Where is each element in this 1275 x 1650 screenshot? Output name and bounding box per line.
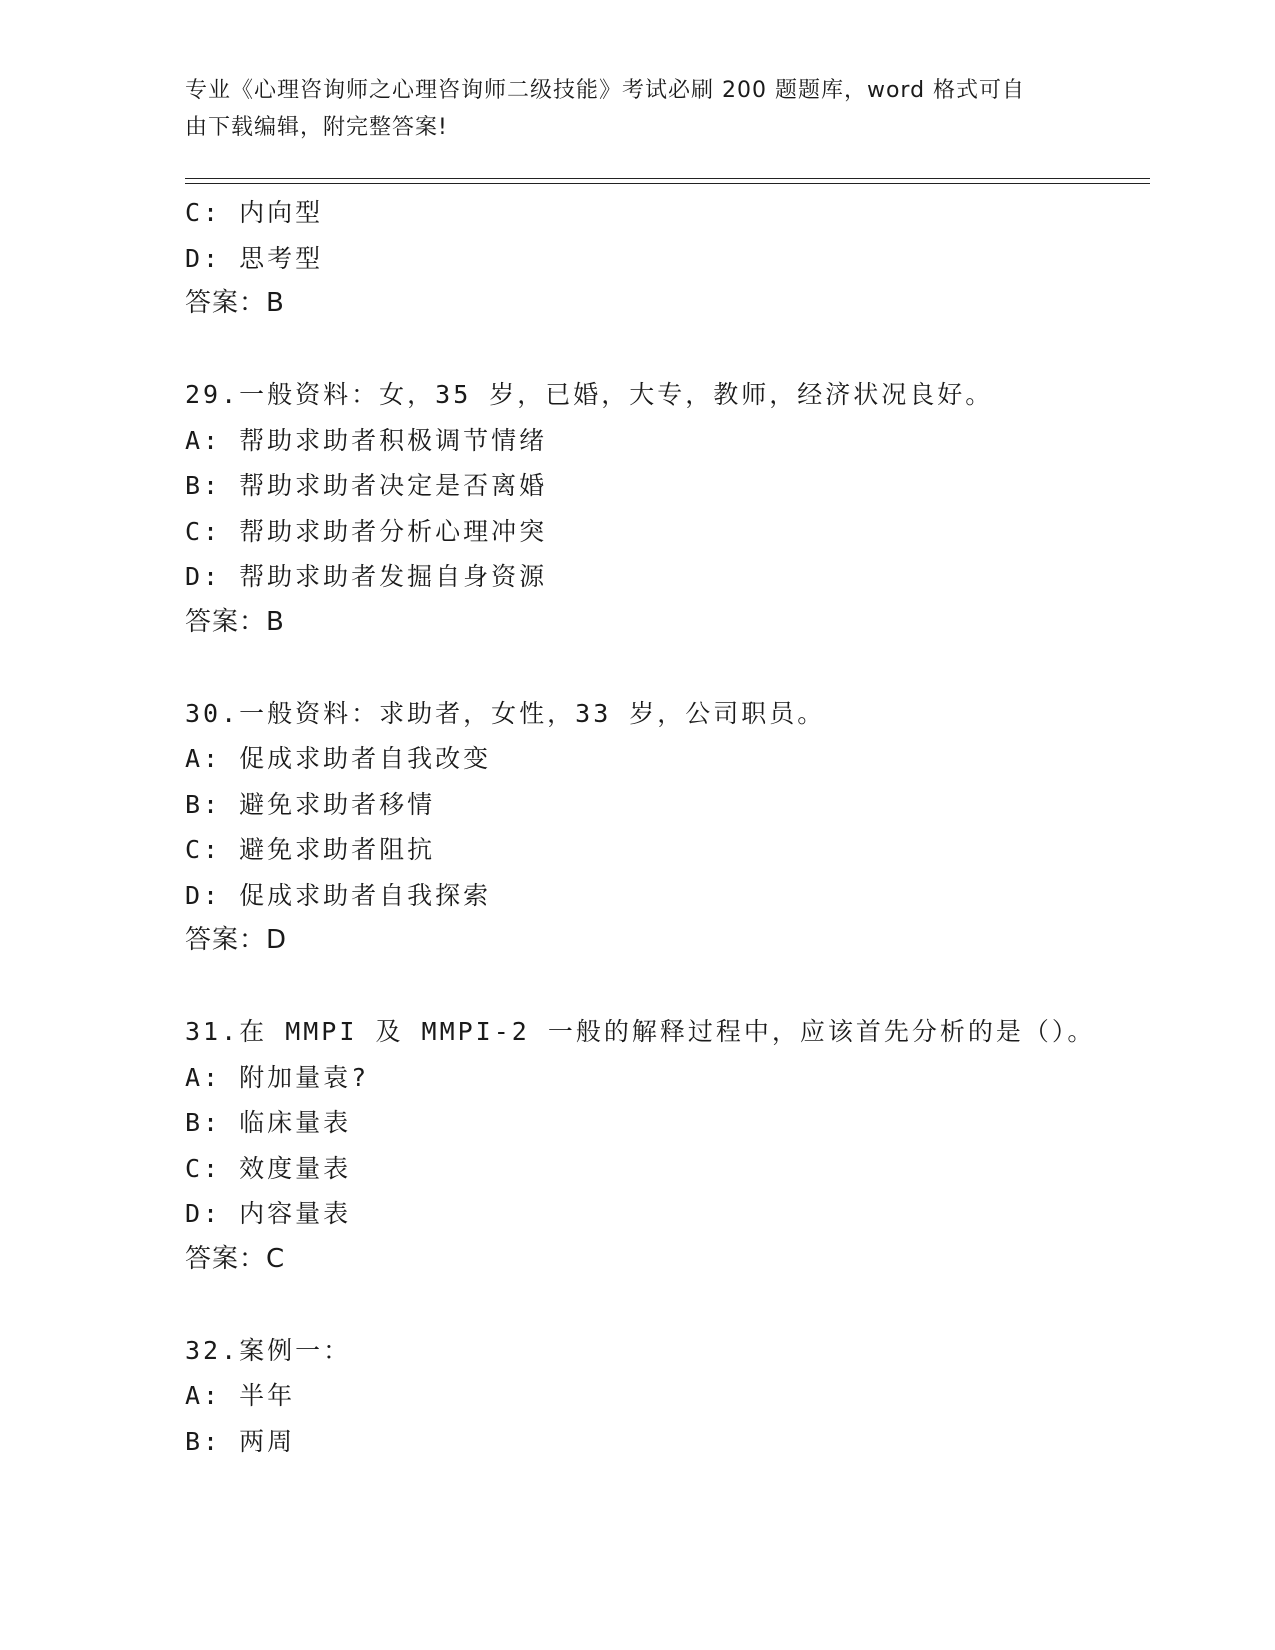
option-b: B: 两周 <box>185 1426 296 1456</box>
spacer <box>185 964 1145 1010</box>
question-30 <box>185 691 1145 964</box>
question-28-continued <box>185 190 1145 327</box>
answer-line: 答案：C <box>185 1243 286 1274</box>
spacer <box>185 645 1145 691</box>
spacer <box>185 327 1145 373</box>
option-d: D: 内容量表 <box>185 1199 352 1228</box>
spacer <box>185 1282 1145 1328</box>
header-divider-bottom <box>185 183 1150 184</box>
option-b: B: 避免求助者移情 <box>185 789 436 819</box>
header-line-2: 由下载编辑，附完整答案! <box>185 115 448 140</box>
option-a: A: 附加量袁? <box>185 1062 370 1092</box>
header-divider-top <box>185 178 1150 179</box>
question-32 <box>185 1328 1145 1465</box>
question-stem: 31.在 MMPI 及 MMPI-2 一般的解释过程中，应该首先分析的是（）。 <box>185 1017 1096 1046</box>
option-b: B: 帮助求助者决定是否离婚 <box>185 471 548 500</box>
document-header <box>185 72 1065 146</box>
question-list <box>185 190 1145 1464</box>
question-31 <box>185 1009 1145 1282</box>
header-line-1: 专业《心理咨询师之心理咨询师二级技能》考试必刷 200 题题库，word 格式可自 <box>185 78 1026 103</box>
question-stem: 32.案例一： <box>185 1335 352 1365</box>
question-stem: 30.一般资料：求助者，女性，33 岁，公司职员。 <box>185 698 826 728</box>
option-d: D: 帮助求助者发掘自身资源 <box>185 562 548 591</box>
answer-line: 答案：B <box>185 288 285 318</box>
answer-line: 答案：B <box>185 606 285 637</box>
question-stem: 29.一般资料：女，35 岁，已婚，大专，教师，经济状况良好。 <box>185 380 994 409</box>
option-d: D: 思考型 <box>185 243 324 273</box>
option-c: C: 帮助求助者分析心理冲突 <box>185 516 548 546</box>
option-b: B: 临床量表 <box>185 1108 352 1137</box>
option-a: A: 半年 <box>185 1381 296 1410</box>
option-c: C: 避免求助者阻抗 <box>185 835 436 864</box>
option-a: A: 促成求助者自我改变 <box>185 744 492 773</box>
option-c: C: 内向型 <box>185 198 324 227</box>
option-d: D: 促成求助者自我探索 <box>185 880 492 910</box>
question-29 <box>185 372 1145 645</box>
answer-line: 答案：D <box>185 925 288 955</box>
option-a: A: 帮助求助者积极调节情绪 <box>185 425 548 455</box>
option-c: C: 效度量表 <box>185 1153 352 1183</box>
